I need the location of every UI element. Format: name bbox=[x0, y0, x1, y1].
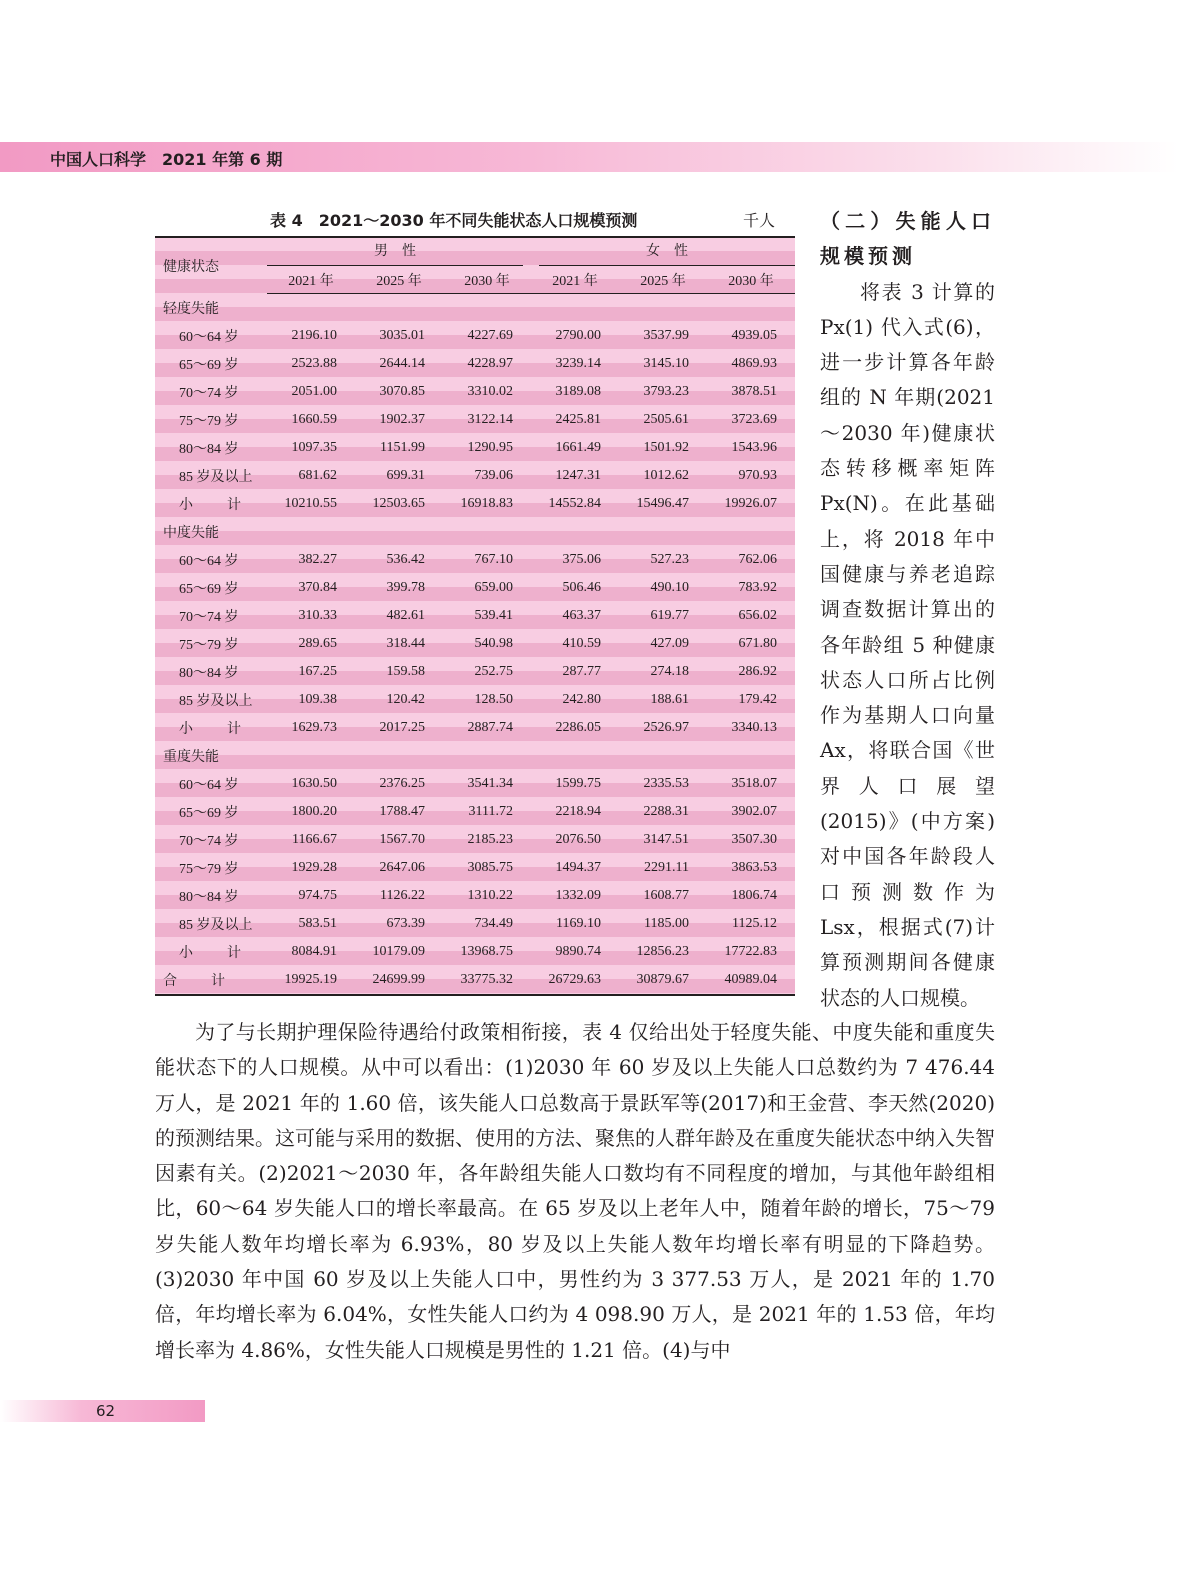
table-cell: 14552.84 bbox=[548, 496, 601, 511]
page-number: 62 bbox=[96, 1402, 116, 1420]
table-cell: 656.02 bbox=[738, 608, 777, 623]
table-cell: 3239.14 bbox=[555, 356, 601, 371]
row-label: 75～79 岁 bbox=[179, 414, 239, 429]
table-cell: 739.06 bbox=[474, 468, 513, 483]
table-cell: 33775.32 bbox=[460, 972, 513, 987]
table-cell: 2196.10 bbox=[291, 328, 337, 343]
group-header-row bbox=[155, 294, 795, 323]
table-cell: 3723.69 bbox=[731, 412, 777, 427]
table-cell: 3147.51 bbox=[643, 832, 689, 847]
table-cell: 1151.99 bbox=[380, 440, 425, 455]
table-row bbox=[155, 658, 795, 686]
col-female-header bbox=[531, 237, 795, 266]
row-label: 85 岁及以上 bbox=[179, 470, 253, 485]
table-cell: 490.10 bbox=[650, 580, 689, 595]
table-cell: 3145.10 bbox=[643, 356, 689, 371]
table-cell: 13968.75 bbox=[460, 944, 513, 959]
table-cell: 783.92 bbox=[738, 580, 777, 595]
table-row bbox=[155, 910, 795, 938]
table-cell: 1661.49 bbox=[555, 440, 601, 455]
table-cell: 30879.67 bbox=[636, 972, 689, 987]
group-header-row bbox=[155, 518, 795, 546]
table-cell: 3537.99 bbox=[643, 328, 689, 343]
table-cell: 10179.09 bbox=[372, 944, 425, 959]
table-cell: 179.42 bbox=[738, 692, 777, 707]
table-cell: 24699.99 bbox=[372, 972, 425, 987]
table-cell: 1290.95 bbox=[467, 440, 513, 455]
table-cell: 2425.81 bbox=[555, 412, 601, 427]
table-row bbox=[155, 490, 795, 518]
group-name: 重度失能 bbox=[163, 750, 219, 765]
table-cell: 4227.69 bbox=[467, 328, 513, 343]
table-cell: 19926.07 bbox=[724, 496, 777, 511]
table-unit: 千人 bbox=[742, 211, 775, 230]
table-row bbox=[155, 770, 795, 798]
table-cell: 583.51 bbox=[298, 916, 337, 931]
table-cell: 1501.92 bbox=[643, 440, 689, 455]
table-row bbox=[155, 938, 795, 966]
table-cell: 1247.31 bbox=[555, 468, 601, 483]
table-cell: 482.61 bbox=[386, 608, 425, 623]
table-cell: 289.65 bbox=[298, 636, 337, 651]
table-cell: 410.59 bbox=[562, 636, 601, 651]
table-cell: 17722.83 bbox=[724, 944, 777, 959]
table-cell: 188.61 bbox=[650, 692, 689, 707]
col-male-label: 男 性 bbox=[267, 239, 523, 266]
table-cell: 2505.61 bbox=[643, 412, 689, 427]
row-label: 80～84 岁 bbox=[179, 666, 239, 681]
table-cell: 167.25 bbox=[298, 664, 337, 679]
table-cell: 659.00 bbox=[474, 580, 513, 595]
table-cell: 3518.07 bbox=[731, 776, 777, 791]
table-cell: 274.18 bbox=[650, 664, 689, 679]
table-cell: 2335.53 bbox=[643, 776, 689, 791]
row-label: 小 计 bbox=[179, 946, 251, 961]
col-year: 2021 年 bbox=[267, 266, 355, 294]
table-cell: 427.09 bbox=[650, 636, 689, 651]
table-caption bbox=[155, 206, 795, 232]
table-cell: 2647.06 bbox=[379, 860, 425, 875]
table-cell: 1097.35 bbox=[291, 440, 337, 455]
table-cell: 3310.02 bbox=[467, 384, 513, 399]
table-cell: 1599.75 bbox=[555, 776, 601, 791]
table-cell: 970.93 bbox=[738, 468, 777, 483]
table-cell: 40989.04 bbox=[724, 972, 777, 987]
table-cell: 4228.97 bbox=[467, 356, 513, 371]
table-cell: 3507.30 bbox=[731, 832, 777, 847]
table-cell: 536.42 bbox=[386, 552, 425, 567]
table-row bbox=[155, 882, 795, 910]
table-cell: 539.41 bbox=[474, 608, 513, 623]
table-cell: 120.42 bbox=[386, 692, 425, 707]
table-cell: 762.06 bbox=[738, 552, 777, 567]
table-cell: 1567.70 bbox=[379, 832, 425, 847]
table-cell: 26729.63 bbox=[548, 972, 601, 987]
table-cell: 3189.08 bbox=[555, 384, 601, 399]
table-cell: 1788.47 bbox=[379, 804, 425, 819]
table-cell: 1310.22 bbox=[467, 888, 513, 903]
table-cell: 310.33 bbox=[298, 608, 337, 623]
table-cell: 1126.22 bbox=[380, 888, 425, 903]
table-cell: 318.44 bbox=[386, 636, 425, 651]
table-cell: 2526.97 bbox=[643, 720, 689, 735]
table-cell: 2017.25 bbox=[379, 720, 425, 735]
table-row bbox=[155, 854, 795, 882]
table-cell: 3878.51 bbox=[731, 384, 777, 399]
table-cell: 2376.25 bbox=[379, 776, 425, 791]
row-label: 70～74 岁 bbox=[179, 610, 239, 625]
table-cell: 1012.62 bbox=[643, 468, 689, 483]
body-text bbox=[155, 1015, 995, 1368]
col-male-header bbox=[267, 237, 531, 266]
table-body bbox=[155, 294, 795, 996]
table-cell: 3035.01 bbox=[379, 328, 425, 343]
row-label: 小 计 bbox=[179, 498, 251, 513]
table-cell: 2218.94 bbox=[555, 804, 601, 819]
table-row bbox=[155, 434, 795, 462]
table-cell: 1494.37 bbox=[555, 860, 601, 875]
row-label: 80～84 岁 bbox=[179, 442, 239, 457]
row-label: 75～79 岁 bbox=[179, 638, 239, 653]
table-cell: 8084.91 bbox=[291, 944, 337, 959]
table-cell: 2076.50 bbox=[555, 832, 601, 847]
table-cell: 681.62 bbox=[298, 468, 337, 483]
total-row bbox=[155, 966, 795, 995]
table-cell: 1806.74 bbox=[731, 888, 777, 903]
table-cell: 3541.34 bbox=[467, 776, 513, 791]
table-cell: 2644.14 bbox=[379, 356, 425, 371]
table-row bbox=[155, 630, 795, 658]
table-cell: 370.84 bbox=[298, 580, 337, 595]
table-cell: 128.50 bbox=[474, 692, 513, 707]
section-title: （二）失能人口规模预测 bbox=[820, 209, 995, 269]
table-cell: 382.27 bbox=[298, 552, 337, 567]
table-cell: 287.77 bbox=[562, 664, 601, 679]
table-cell: 12856.23 bbox=[636, 944, 689, 959]
table-cell: 16918.83 bbox=[460, 496, 513, 511]
data-table bbox=[155, 236, 795, 996]
row-label: 85 岁及以上 bbox=[179, 918, 253, 933]
group-name: 中度失能 bbox=[163, 526, 219, 541]
col-health-status: 健康状态 bbox=[163, 259, 219, 275]
table-cell: 3863.53 bbox=[731, 860, 777, 875]
table-cell: 2887.74 bbox=[467, 720, 513, 735]
table-cell: 15496.47 bbox=[636, 496, 689, 511]
table-cell: 1543.96 bbox=[731, 440, 777, 455]
group-header-row bbox=[155, 742, 795, 770]
col-female-label: 女 性 bbox=[539, 239, 795, 266]
col-year: 2021 年 bbox=[531, 266, 619, 294]
table-cell: 527.23 bbox=[650, 552, 689, 567]
table-cell: 399.78 bbox=[386, 580, 425, 595]
row-label: 75～79 岁 bbox=[179, 862, 239, 877]
table-cell: 673.39 bbox=[386, 916, 425, 931]
table-cell: 4869.93 bbox=[731, 356, 777, 371]
table-row bbox=[155, 546, 795, 574]
table-cell: 109.38 bbox=[298, 692, 337, 707]
table-cell: 159.58 bbox=[386, 664, 425, 679]
table-cell: 2051.00 bbox=[291, 384, 337, 399]
table-cell: 1125.12 bbox=[732, 916, 777, 931]
row-label: 65～69 岁 bbox=[179, 582, 239, 597]
table-row bbox=[155, 378, 795, 406]
row-label: 60～64 岁 bbox=[179, 778, 239, 793]
table-cell: 9890.74 bbox=[555, 944, 601, 959]
table-cell: 3111.72 bbox=[468, 804, 513, 819]
table-cell: 1166.67 bbox=[292, 832, 337, 847]
table-cell: 974.75 bbox=[298, 888, 337, 903]
table-cell: 3122.14 bbox=[467, 412, 513, 427]
row-label: 70～74 岁 bbox=[179, 386, 239, 401]
table-cell: 1630.50 bbox=[291, 776, 337, 791]
row-label: 60～64 岁 bbox=[179, 554, 239, 569]
table-cell: 2291.11 bbox=[644, 860, 689, 875]
table-cell: 19925.19 bbox=[284, 972, 337, 987]
table-cell: 1332.09 bbox=[555, 888, 601, 903]
table-row bbox=[155, 322, 795, 350]
row-label: 70～74 岁 bbox=[179, 834, 239, 849]
table-cell: 252.75 bbox=[474, 664, 513, 679]
total-label: 合 计 bbox=[163, 974, 235, 989]
table-row bbox=[155, 350, 795, 378]
body-paragraph: 为了与长期护理保险待遇给付政策相衔接，表 4 仅给出处于轻度失能、中度失能和重度失能状态下的人口规模。从中可以看出：(1)2030 年 60 岁及以上失能人口总数约为 7 476.44 万人，是 2021 年的 1.60 倍，该失能人口总数高于景跃军等(2017)和王金营、李天然(2020)的预测结果。这可能与采用的数据、使用的方法、聚焦的人群年龄及在重度失能状态中纳入失智因素有关。(2)2021～2030 年，各年龄组失能人口数均有不同程度的增加，与其他年龄组相比，60～64 岁失能人口的增长率最高。在 65 岁及以上老年人中，随着年龄的增长，75～79 岁失能人数年均增长率为 6.93%，80 岁及以上失能人数年均增长率有明显的下降趋势。(3)2030 年中国 60 岁及以上失能人口中，男性约为 3 377.53 万人，是 2021 年的 1.70 倍，年均增长率为 6.04%，女性失能人口约为 4 098.90 万人，是 2021 年的 1.53 倍，年均增长率为 4.86%，女性失能人口规模是男性的 1.21 倍。(4)与中 bbox=[155, 1020, 995, 1362]
table-cell: 375.06 bbox=[562, 552, 601, 567]
group-name: 轻度失能 bbox=[163, 302, 219, 317]
table-row bbox=[155, 686, 795, 714]
table-cell: 699.31 bbox=[386, 468, 425, 483]
table-row bbox=[155, 714, 795, 742]
table-cell: 10210.55 bbox=[284, 496, 337, 511]
table-cell: 2286.05 bbox=[555, 720, 601, 735]
table-row bbox=[155, 826, 795, 854]
table-cell: 2790.00 bbox=[555, 328, 601, 343]
table-cell: 2288.31 bbox=[643, 804, 689, 819]
col-year: 2025 年 bbox=[355, 266, 443, 294]
table-row bbox=[155, 406, 795, 434]
table-cell: 734.49 bbox=[474, 916, 513, 931]
table-cell: 3085.75 bbox=[467, 860, 513, 875]
table-row bbox=[155, 798, 795, 826]
table-cell: 286.92 bbox=[738, 664, 777, 679]
table-cell: 1629.73 bbox=[291, 720, 337, 735]
table-cell: 463.37 bbox=[562, 608, 601, 623]
table-cell: 242.80 bbox=[562, 692, 601, 707]
table-cell: 1185.00 bbox=[644, 916, 689, 931]
col-year: 2030 年 bbox=[443, 266, 531, 294]
table-cell: 3793.23 bbox=[643, 384, 689, 399]
row-label: 65～69 岁 bbox=[179, 806, 239, 821]
table-cell: 619.77 bbox=[650, 608, 689, 623]
table-cell: 4939.05 bbox=[731, 328, 777, 343]
table-cell: 3340.13 bbox=[731, 720, 777, 735]
table-row bbox=[155, 462, 795, 490]
row-label: 85 岁及以上 bbox=[179, 694, 253, 709]
table-cell: 671.80 bbox=[738, 636, 777, 651]
table-cell: 1169.10 bbox=[556, 916, 601, 931]
row-label: 小 计 bbox=[179, 722, 251, 737]
table-cell: 3070.85 bbox=[379, 384, 425, 399]
table-cell: 12503.65 bbox=[372, 496, 425, 511]
table-cell: 767.10 bbox=[474, 552, 513, 567]
table-cell: 540.98 bbox=[474, 636, 513, 651]
table-cell: 506.46 bbox=[562, 580, 601, 595]
table-cell: 2523.88 bbox=[291, 356, 337, 371]
row-label: 60～64 岁 bbox=[179, 330, 239, 345]
table-row bbox=[155, 574, 795, 602]
side-column bbox=[820, 204, 995, 1016]
row-label: 80～84 岁 bbox=[179, 890, 239, 905]
table-title: 表 4 2021～2030 年不同失能状态人口规模预测 bbox=[270, 211, 638, 230]
journal-header: 中国人口科学 2021 年第 6 期 bbox=[50, 150, 283, 169]
table-cell: 1800.20 bbox=[291, 804, 337, 819]
table-cell: 1902.37 bbox=[379, 412, 425, 427]
col-year: 2030 年 bbox=[707, 266, 795, 294]
table-cell: 1660.59 bbox=[291, 412, 337, 427]
table-cell: 1608.77 bbox=[643, 888, 689, 903]
col-year: 2025 年 bbox=[619, 266, 707, 294]
table-cell: 1929.28 bbox=[291, 860, 337, 875]
table-row bbox=[155, 602, 795, 630]
table-cell: 2185.23 bbox=[467, 832, 513, 847]
row-label: 65～69 岁 bbox=[179, 358, 239, 373]
table-cell: 3902.07 bbox=[731, 804, 777, 819]
side-paragraph: 将表 3 计算的 Px(1) 代入式(6)，进一步计算各年龄组的 N 年期(2021～2030 年)健康状态转移概率矩阵 Px(N)。在此基础上，将 2018 年中国健康与养老追踪调查数据计算出的各年龄组 5 种健康状态人口所占比例作为基期人口向量 Ax，将联合国《世界人口展望(2015)》(中方案)对中国各年龄段人口预测数作为 Lsx，根据式(7)计算预测期间各健康状态的人口规模。 bbox=[820, 279, 995, 1010]
